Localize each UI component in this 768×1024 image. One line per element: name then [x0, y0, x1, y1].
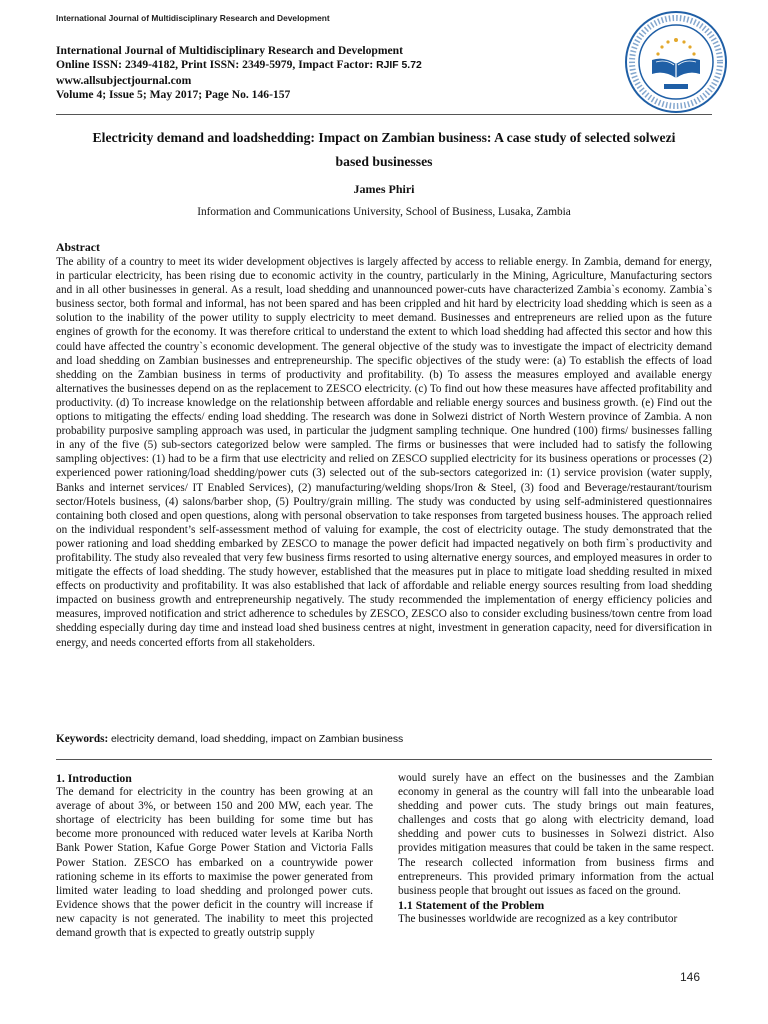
- keywords-text: electricity demand, load shedding, impact on Zambian business: [111, 734, 404, 745]
- header-rule: [56, 114, 712, 115]
- introduction-text: The demand for electricity in the country has been growing at an average of about 3%, or between 150 and 200 MW, each year. The shortage of electricity has been building for some time but has become more pronounced with reduced water levels at Kariba North Bank Power Station, Kafue Gorge Power Station and Victoria Falls Power Station. ZESCO has embarked on a countrywide power rationing scheme in its efforts to maximise the power generated from limited water leading to load shedding and prolonged power cuts. Evidence shows that the power deficit in the country will increase if new capacity is not generated. The inability to meet this projected demand growth that is expected to greatly outstrip supply: [56, 786, 373, 940]
- author-name: James Phiri: [353, 182, 415, 196]
- journal-masthead: [56, 44, 596, 102]
- issn-text: Online ISSN: 2349-4182, Print ISSN: 2349-5979, Impact Factor:: [56, 58, 374, 72]
- introduction-continued: would surely have an effect on the businesses and the Zambian economy in general as the country will fall into the unbearable load shedding and power cuts. The study brings out main features, challenges and costs that go along with electricity demand, load shedding and power cuts to businesses in Solwezi district. Also provides mitigation measures that could be taken in the same respect. The research collected information from business firms and entrepreneurs. This provided primary information from the actual business people that brought out issues as faced on the ground.: [398, 772, 714, 897]
- issn-line: [56, 58, 596, 73]
- journal-name: International Journal of Multidisciplinary Research and Development: [56, 44, 403, 57]
- rjif-value: RJIF 5.72: [376, 60, 422, 72]
- author-affiliation: Information and Communications University, School of Business, Lusaka, Zambia: [197, 206, 571, 218]
- right-column: [398, 771, 714, 926]
- statement-heading: 1.1 Statement of the Problem: [398, 897, 545, 912]
- running-head: International Journal of Multidisciplinary Research and Development: [56, 13, 330, 23]
- article-title-line-2: based businesses: [335, 154, 433, 169]
- page-number: 146: [680, 970, 701, 984]
- volume-line: Volume 4; Issue 5; May 2017; Page No. 146-157: [56, 87, 291, 101]
- introduction-heading: 1. Introduction: [56, 771, 132, 785]
- journal-website: www.allsubjectjournal.com: [56, 73, 192, 87]
- body-rule: [56, 759, 712, 760]
- abstract-text: The ability of a country to meet its wider development objectives is largely affected by access to reliable energy. In Zambia, demand for energy, in particular electricity, has been rising due to economic activity in the country, particularly in the Mining, Agriculture, Manufacturing sectors and in all other businesses in general. As a result, load shedding and unannounced power-cuts have characterized Zambia`s economy. Zambia`s business sector, both formal and informal, has not been spared and has been crippled and hit hard by electricity load shedding which is seen as a solution to the inability of the power utility to supply electricity to meet demand. Businesses and entrepreneurs are relied upon as the future engines of growth for the economy. It was therefore critical to understand the extent to which load shedding had affected this sector and how this could have affected the country`s economic development. The general objective of the study was to investigate the impact of electricity demand and load shedding on Zambian businesses and entrepreneurship. The specific objectives of the study were: (a) To establish the effects of load shedding on the Zambian business in terms of productivity and profitability. (b) To assess the measures employed and available energy alternatives the businesses depend on as the replacement to ZESCO electricity. (c) To find out how these measures have affected profitability and productivity. (d) To increase knowledge on the relationship between affordable and reliable energy sources and business growth. (e) Find out the options to mitigating the effects/ ending load shedding. The research was done in Solwezi district of North Western province of Zambia. A non probability purposive sampling approach was used, in particular the judgment sampling technique. One hundred (100) firms/ businesses falling in any of the five (5) sub-sectors categorized below were sampled. The firms or businesses that were included had to satisfy the following sampling objectives: (1) had to be a firm that use electricity and relied on ZESCO supplied electricity for its business operations or processes (2) experienced power rationing/load shedding/power cuts (3) selected out of the sub-sectors categorized in: (1) service provision (water supply, Banks and internet services/ IT Enabled Services), (2) manufacturing/welding shops/Iron & Steel, (3) food and Beverage/restaurant/tourism sector/Hotels business, (4) salons/barber shop, (5) Poultry/grain milling. The study was conducted by using self-administered questionnaires containing both closed and open questions, along with personal observation to take responses from targeted business houses. The approach relied on the individual respondent’s self-assessment method of valuing for example, the cost of electricity outage. The study demonstrated that the power rationing and load shedding embarked by ZESCO to manage the power deficit had impacted negatively on both firm`s productivity and profitability. The study also revealed that very few business firms resorted to using alternative energy sources, and employed measures in order to mitigate the effects of load shedding. The study however, established that the measures put in place to mitigate load shedding resulted in mixed effects on productivity and profitability. It was also established that lack of affordable and reliable energy sources resulting from load shedding impacted on business growth and entrepreneurship negatively. The study recommended the implementation of energy efficiency policies and measures, improved notification and strict adherence to schedules by ZESCO, ZESCO also to consider excluding business/town centre from load shedding especially during day time and instead load shed business centres at night, investment in generation capacity, need for diversification in energy, and needs concerted efforts from all stakeholders.: [56, 256, 712, 649]
- journal-seal-logo: [624, 10, 728, 114]
- keywords-line: [56, 733, 712, 745]
- abstract-heading: Abstract: [56, 240, 100, 254]
- keywords-label: Keywords:: [56, 733, 109, 745]
- article-title-line-1: Electricity demand and loadshedding: Impact on Zambian business: A case study of selected solwezi: [92, 130, 676, 145]
- left-column: [56, 771, 373, 940]
- statement-text: The businesses worldwide are recognized as a key contributor: [398, 912, 678, 925]
